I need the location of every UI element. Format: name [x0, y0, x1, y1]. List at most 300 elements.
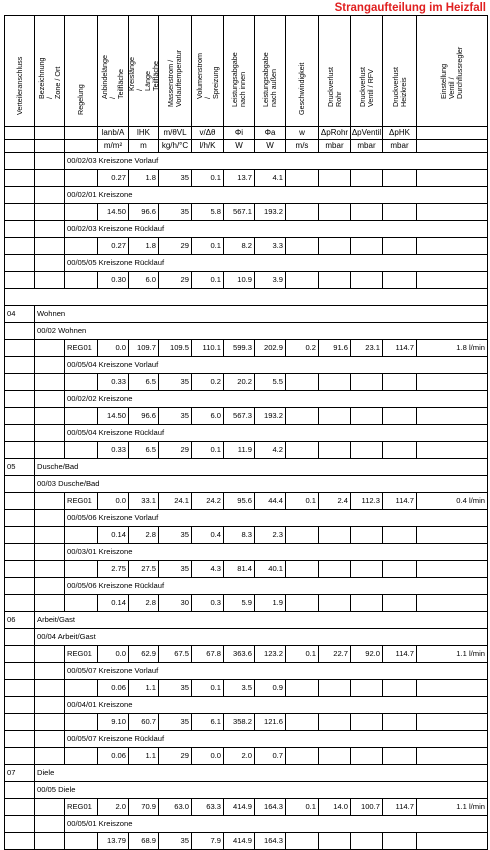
- cell-divider: [4, 153, 5, 169]
- cell-divider: [285, 204, 286, 220]
- cell-divider: [382, 374, 383, 390]
- cell-divider: [285, 748, 286, 764]
- cell-divider: [34, 527, 35, 543]
- unit-cell: kg/h/°C: [158, 140, 191, 152]
- value-cell: 0.0: [97, 646, 128, 662]
- value-cell: 1.1: [128, 680, 158, 696]
- table-row: [4, 340, 488, 357]
- symbol-row: [4, 127, 488, 140]
- symbol-cell: w: [285, 127, 318, 139]
- cell-divider: [34, 204, 35, 220]
- cell-divider: [350, 170, 351, 186]
- cell-divider: [487, 561, 488, 577]
- cell-divider: [4, 595, 5, 611]
- cell-divider: [416, 238, 417, 254]
- value-cell: 0.33: [97, 374, 128, 390]
- value-cell: 3.3: [254, 238, 285, 254]
- value-cell: 0.1: [191, 238, 223, 254]
- value-cell: 0.14: [97, 527, 128, 543]
- value-cell: 358.2: [223, 714, 254, 730]
- cell-divider: [350, 442, 351, 458]
- cell-divider: [416, 748, 417, 764]
- table-row: [4, 255, 488, 272]
- table-row: [4, 459, 488, 476]
- table-row: [4, 221, 488, 238]
- value-cell: 33.1: [128, 493, 158, 509]
- unit-cell: W: [223, 140, 254, 152]
- unit-cell: [64, 140, 97, 152]
- cell-divider: [350, 680, 351, 696]
- value-cell: 6.0: [191, 408, 223, 424]
- circuit-label: 00/02/03 Kreiszone Rücklauf: [64, 221, 488, 237]
- cell-divider: [64, 748, 65, 764]
- cell-divider: [4, 238, 5, 254]
- cell-divider: [4, 170, 5, 186]
- table-row: [4, 374, 488, 391]
- header-cell: [318, 16, 350, 126]
- value-cell: 123.2: [254, 646, 285, 662]
- header-cell: [382, 16, 416, 126]
- cell-divider: [285, 272, 286, 288]
- table-row: [4, 187, 488, 204]
- unit-cell: [34, 140, 64, 152]
- value-cell: 9.10: [97, 714, 128, 730]
- header-cell: [34, 16, 64, 126]
- cell-divider: [285, 374, 286, 390]
- unit-cell: [4, 140, 34, 152]
- cell-divider: [318, 595, 319, 611]
- header-label: Verteileranschluss: [14, 56, 24, 115]
- cell-divider: [64, 204, 65, 220]
- value-cell: 0.1: [285, 799, 318, 815]
- unit-cell: m: [128, 140, 158, 152]
- cell-divider: [382, 170, 383, 186]
- value-cell: 14.50: [97, 204, 128, 220]
- value-cell: 96.6: [128, 204, 158, 220]
- cell-divider: [350, 204, 351, 220]
- value-cell: 164.3: [254, 799, 285, 815]
- symbol-cell: Φa: [254, 127, 285, 139]
- cell-divider: [487, 748, 488, 764]
- value-cell: 599.3: [223, 340, 254, 356]
- value-cell: 95.6: [223, 493, 254, 509]
- cell-divider: [382, 442, 383, 458]
- value-cell: 0.0: [191, 748, 223, 764]
- value-cell: 0.1: [191, 170, 223, 186]
- cell-divider: [318, 408, 319, 424]
- cell-divider: [487, 170, 488, 186]
- unit-row: [4, 140, 488, 153]
- table-row: [4, 391, 488, 408]
- cell-divider: [416, 408, 417, 424]
- value-cell: 164.3: [254, 833, 285, 849]
- control-label: REG01: [64, 799, 97, 815]
- cell-divider: [382, 561, 383, 577]
- value-cell: 0.30: [97, 272, 128, 288]
- value-cell: 110.1: [191, 340, 223, 356]
- cell-divider: [285, 561, 286, 577]
- header-cell: [223, 16, 254, 126]
- cell-divider: [416, 680, 417, 696]
- table-row: [4, 697, 488, 714]
- table-row: [4, 816, 488, 833]
- cell-divider: [34, 799, 35, 815]
- value-cell: 63.3: [191, 799, 223, 815]
- value-cell: 1.1 l/min: [416, 646, 488, 662]
- header-label: Druckverlust Rohr: [325, 67, 343, 107]
- circuit-label: 00/05/01 Kreiszone: [64, 816, 488, 832]
- cell-divider: [34, 561, 35, 577]
- table-row: [4, 476, 488, 493]
- value-cell: 1.1 l/min: [416, 799, 488, 815]
- header-cell: [4, 16, 34, 126]
- page-title: Strangaufteilung im Heizfall: [334, 2, 486, 14]
- cell-divider: [416, 442, 417, 458]
- value-cell: 10.9: [223, 272, 254, 288]
- circuit-label: 00/02/01 Kreiszone: [64, 187, 488, 203]
- unit-cell: m/s: [285, 140, 318, 152]
- cell-divider: [34, 391, 35, 407]
- value-cell: 6.5: [128, 374, 158, 390]
- value-cell: 0.9: [254, 680, 285, 696]
- table-row: [4, 289, 488, 306]
- cell-divider: [318, 527, 319, 543]
- value-cell: 2.75: [97, 561, 128, 577]
- cell-divider: [350, 374, 351, 390]
- cell-divider: [350, 561, 351, 577]
- cell-divider: [318, 238, 319, 254]
- header-label: Geschwindigkeit: [297, 62, 306, 115]
- cell-divider: [64, 374, 65, 390]
- cell-divider: [64, 238, 65, 254]
- room-name: Dusche/Bad: [34, 459, 488, 475]
- value-cell: 0.33: [97, 442, 128, 458]
- value-cell: 414.9: [223, 833, 254, 849]
- value-cell: 2.8: [128, 595, 158, 611]
- cell-divider: [416, 833, 417, 849]
- table-row: [4, 408, 488, 425]
- value-cell: 4.3: [191, 561, 223, 577]
- value-cell: 35: [158, 714, 191, 730]
- cell-divider: [64, 272, 65, 288]
- cell-divider: [382, 408, 383, 424]
- circuit-label: 00/05/06 Kreiszone Rücklauf: [64, 578, 488, 594]
- value-cell: 35: [158, 374, 191, 390]
- cell-divider: [34, 187, 35, 203]
- unit-cell: mbar: [350, 140, 382, 152]
- cell-divider: [34, 833, 35, 849]
- table-row: [4, 833, 488, 850]
- cell-divider: [382, 238, 383, 254]
- circuit-label: 00/05/07 Kreiszone Rücklauf: [64, 731, 488, 747]
- value-cell: 68.9: [128, 833, 158, 849]
- value-cell: 27.5: [128, 561, 158, 577]
- table-row: [4, 680, 488, 697]
- cell-divider: [64, 527, 65, 543]
- cell-divider: [487, 527, 488, 543]
- value-cell: 35: [158, 204, 191, 220]
- room-name: Arbeit/Gast: [34, 612, 488, 628]
- value-cell: 0.1: [191, 680, 223, 696]
- room-number: 05: [4, 459, 34, 475]
- distribution-table: [4, 15, 488, 850]
- cell-divider: [34, 510, 35, 526]
- cell-divider: [64, 833, 65, 849]
- table-row: [4, 425, 488, 442]
- symbol-cell: ΔpHK: [382, 127, 416, 139]
- cell-divider: [318, 680, 319, 696]
- cell-divider: [416, 374, 417, 390]
- value-cell: 35: [158, 680, 191, 696]
- zone-name: 00/04 Arbeit/Gast: [34, 629, 488, 645]
- value-cell: 11.9: [223, 442, 254, 458]
- table-row: [4, 799, 488, 816]
- value-cell: 13.79: [97, 833, 128, 849]
- value-cell: 29: [158, 238, 191, 254]
- cell-divider: [318, 272, 319, 288]
- cell-divider: [4, 748, 5, 764]
- value-cell: 4.1: [254, 170, 285, 186]
- value-cell: 114.7: [382, 340, 416, 356]
- value-cell: 40.1: [254, 561, 285, 577]
- circuit-label: 00/05/04 Kreiszone Vorlauf: [64, 357, 488, 373]
- value-cell: 114.7: [382, 799, 416, 815]
- table-row: [4, 357, 488, 374]
- table-header: [4, 15, 488, 127]
- control-label: REG01: [64, 646, 97, 662]
- circuit-label: 00/04/01 Kreiszone: [64, 697, 488, 713]
- value-cell: 3.9: [254, 272, 285, 288]
- table-row: [4, 578, 488, 595]
- cell-divider: [285, 595, 286, 611]
- value-cell: 114.7: [382, 646, 416, 662]
- value-cell: 0.0: [97, 340, 128, 356]
- symbol-cell: ΔpVentil: [351, 128, 382, 137]
- value-cell: 67.5: [158, 646, 191, 662]
- value-cell: 2.4: [318, 493, 350, 509]
- value-cell: 414.9: [223, 799, 254, 815]
- header-cell: [128, 16, 158, 126]
- cell-divider: [4, 697, 5, 713]
- value-cell: 1.1: [128, 748, 158, 764]
- cell-divider: [382, 527, 383, 543]
- cell-divider: [34, 493, 35, 509]
- cell-divider: [64, 680, 65, 696]
- cell-divider: [285, 714, 286, 730]
- header-cell: [64, 16, 97, 126]
- cell-divider: [350, 833, 351, 849]
- cell-divider: [487, 289, 488, 305]
- cell-divider: [487, 272, 488, 288]
- cell-divider: [34, 221, 35, 237]
- header-cell: [416, 16, 488, 126]
- cell-divider: [34, 153, 35, 169]
- cell-divider: [4, 374, 5, 390]
- value-cell: 29: [158, 748, 191, 764]
- circuit-label: 00/05/04 Kreiszone Rücklauf: [64, 425, 488, 441]
- value-cell: 24.1: [158, 493, 191, 509]
- table-row: [4, 595, 488, 612]
- header-label: Druckverlust Ventil / RFV: [357, 67, 375, 107]
- cell-divider: [350, 408, 351, 424]
- header-label: Einstellung Ventil / Durchflussregler: [439, 46, 464, 99]
- room-name: Wohnen: [34, 306, 488, 322]
- header-cell: [158, 16, 191, 126]
- cell-divider: [285, 527, 286, 543]
- table-row: [4, 544, 488, 561]
- value-cell: 0.1: [285, 493, 318, 509]
- cell-divider: [4, 289, 5, 305]
- table-row: [4, 510, 488, 527]
- value-cell: 2.3: [254, 527, 285, 543]
- value-cell: 0.4: [191, 527, 223, 543]
- header-label: Volumenstrom / Spreizung: [194, 53, 220, 99]
- cell-divider: [4, 714, 5, 730]
- header-label: Kreislänge / Länge Teilfläche: [126, 57, 160, 91]
- cell-divider: [4, 391, 5, 407]
- cell-divider: [350, 238, 351, 254]
- cell-divider: [350, 527, 351, 543]
- cell-divider: [4, 187, 5, 203]
- cell-divider: [416, 714, 417, 730]
- cell-divider: [350, 272, 351, 288]
- symbol-cell: lHK: [128, 127, 158, 139]
- symbol-cell: [4, 127, 34, 139]
- value-cell: 363.6: [223, 646, 254, 662]
- cell-divider: [318, 714, 319, 730]
- cell-divider: [34, 816, 35, 832]
- cell-divider: [4, 510, 5, 526]
- table-row: [4, 714, 488, 731]
- value-cell: 112.3: [350, 493, 382, 509]
- value-cell: 1.8: [128, 238, 158, 254]
- value-cell: 109.5: [158, 340, 191, 356]
- value-cell: 60.7: [128, 714, 158, 730]
- unit-cell: m/m²: [97, 140, 128, 152]
- cell-divider: [64, 595, 65, 611]
- cell-divider: [4, 493, 5, 509]
- value-cell: 29: [158, 442, 191, 458]
- cell-divider: [487, 442, 488, 458]
- value-cell: 0.4 l/min: [416, 493, 488, 509]
- value-cell: 0.27: [97, 170, 128, 186]
- cell-divider: [487, 204, 488, 220]
- value-cell: 567.3: [223, 408, 254, 424]
- table-row: [4, 782, 488, 799]
- cell-divider: [34, 680, 35, 696]
- value-cell: 114.7: [382, 493, 416, 509]
- table-row: [4, 238, 488, 255]
- header-label: Leistungsabgabe nach innen: [230, 52, 247, 107]
- cell-divider: [34, 272, 35, 288]
- cell-divider: [4, 442, 5, 458]
- cell-divider: [4, 663, 5, 679]
- cell-divider: [4, 816, 5, 832]
- cell-divider: [64, 442, 65, 458]
- value-cell: 63.0: [158, 799, 191, 815]
- cell-divider: [34, 442, 35, 458]
- value-cell: 3.5: [223, 680, 254, 696]
- room-number: 06: [4, 612, 34, 628]
- cell-divider: [285, 170, 286, 186]
- cell-divider: [34, 357, 35, 373]
- value-cell: 1.8 l/min: [416, 340, 488, 356]
- value-cell: 7.9: [191, 833, 223, 849]
- value-cell: 0.1: [285, 646, 318, 662]
- cell-divider: [34, 340, 35, 356]
- value-cell: 100.7: [350, 799, 382, 815]
- cell-divider: [4, 204, 5, 220]
- cell-divider: [34, 170, 35, 186]
- header-cell: [285, 16, 318, 126]
- header-cell: [97, 16, 128, 126]
- cell-divider: [318, 833, 319, 849]
- value-cell: 0.27: [97, 238, 128, 254]
- symbol-cell: v/Δθ: [191, 127, 223, 139]
- value-cell: 35: [158, 408, 191, 424]
- value-cell: 0.0: [97, 493, 128, 509]
- value-cell: 8.3: [223, 527, 254, 543]
- table-row: [4, 306, 488, 323]
- table-row: [4, 629, 488, 646]
- cell-divider: [64, 714, 65, 730]
- cell-divider: [4, 629, 5, 645]
- cell-divider: [382, 748, 383, 764]
- cell-divider: [487, 680, 488, 696]
- cell-divider: [487, 374, 488, 390]
- value-cell: 121.6: [254, 714, 285, 730]
- cell-divider: [416, 561, 417, 577]
- cell-divider: [285, 238, 286, 254]
- value-cell: 1.9: [254, 595, 285, 611]
- value-cell: 13.7: [223, 170, 254, 186]
- cell-divider: [4, 425, 5, 441]
- value-cell: 92.0: [350, 646, 382, 662]
- cell-divider: [350, 748, 351, 764]
- cell-divider: [416, 204, 417, 220]
- cell-divider: [34, 595, 35, 611]
- table-row: [4, 561, 488, 578]
- cell-divider: [34, 714, 35, 730]
- cell-divider: [318, 204, 319, 220]
- cell-divider: [34, 238, 35, 254]
- value-cell: 35: [158, 527, 191, 543]
- table-row: [4, 765, 488, 782]
- cell-divider: [487, 833, 488, 849]
- cell-divider: [34, 544, 35, 560]
- cell-divider: [487, 238, 488, 254]
- cell-divider: [318, 748, 319, 764]
- room-name: Diele: [34, 765, 488, 781]
- value-cell: 2.0: [223, 748, 254, 764]
- cell-divider: [382, 272, 383, 288]
- cell-divider: [285, 680, 286, 696]
- cell-divider: [34, 646, 35, 662]
- value-cell: 0.1: [191, 442, 223, 458]
- circuit-label: 00/05/05 Kreiszone Rücklauf: [64, 255, 488, 271]
- symbol-cell: Φi: [223, 127, 254, 139]
- value-cell: 22.7: [318, 646, 350, 662]
- value-cell: 62.9: [128, 646, 158, 662]
- table-row: [4, 493, 488, 510]
- cell-divider: [416, 595, 417, 611]
- table-row: [4, 612, 488, 629]
- cell-divider: [4, 680, 5, 696]
- value-cell: 35: [158, 561, 191, 577]
- cell-divider: [4, 408, 5, 424]
- header-label: Leistungsabgabe nach außen: [261, 52, 278, 107]
- unit-cell: [416, 140, 488, 152]
